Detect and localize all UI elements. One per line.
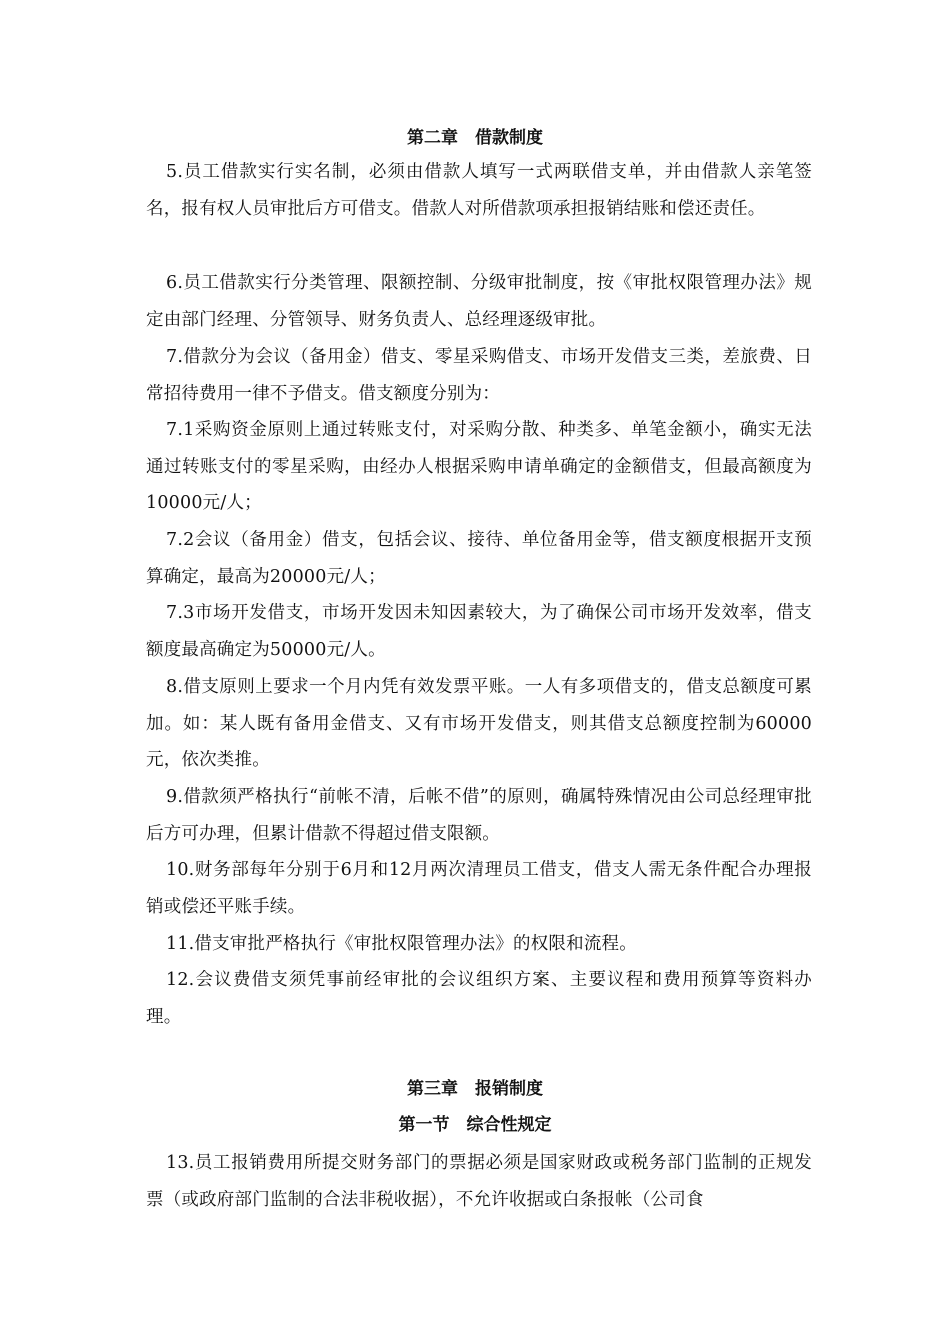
clause-12: 12.会议费借支须凭事前经审批的会议组织方案、主要议程和费用预算等资料办理。 <box>146 970 812 1027</box>
clause-11: 11.借支审批严格执行《审批权限管理办法》的权限和流程。 <box>166 934 637 954</box>
clause-5: 5.员工借款实行实名制，必须由借款人填写一式两联借支单，并由借款人亲笔签名，报有权人员审批后方可借支。借款人对所借款项承担报销结账和偿还责任。 <box>146 162 812 219</box>
clause-7-1: 7.1采购资金原则上通过转账支付，对采购分散、种类多、单笔金额小，确实无法通过转账支付的零星采购，由经办人根据采购申请单确定的金额借支，但最高额度为10000元/人； <box>146 420 812 513</box>
clause-8: 8.借支原则上要求一个月内凭有效发票平账。一人有多项借支的，借支总额度可累加。如：某人既有备用金借支、又有市场开发借支，则其借支总额度控制为60000元，依次类推。 <box>146 677 812 770</box>
clause-10: 10.财务部每年分别于6月和12月两次清理员工借支，借支人需无条件配合办理报销或偿还平账手续。 <box>146 860 812 917</box>
chapter-2-title: 第二章 借款制度 <box>407 128 543 148</box>
clause-13: 13.员工报销费用所提交财务部门的票据必须是国家财政或税务部门监制的正规发票（或政府部门监制的合法非税收据），不允许收据或白条报帐（公司食 <box>146 1153 812 1210</box>
section-1-title: 第一节 综合性规定 <box>398 1115 552 1135</box>
clause-6: 6.员工借款实行分类管理、限额控制、分级审批制度，按《审批权限管理办法》规定由部门经理、分管领导、财务负责人、总经理逐级审批。 <box>146 273 812 330</box>
chapter-3-title: 第三章 报销制度 <box>407 1079 543 1099</box>
clause-7-3: 7.3市场开发借支，市场开发因未知因素较大，为了确保公司市场开发效率，借支额度最高确定为50000元/人。 <box>146 603 812 660</box>
clause-7-2: 7.2会议（备用金）借支，包括会议、接待、单位备用金等，借支额度根据开支预算确定，最高为20000元/人； <box>146 530 812 587</box>
clause-7: 7.借款分为会议（备用金）借支、零星采购借支、市场开发借支三类，差旅费、日常招待费用一律不予借支。借支额度分别为： <box>146 347 812 404</box>
clause-9: 9.借款须严格执行“前帐不清，后帐不借”的原则，确属特殊情况由公司总经理审批后方可办理，但累计借款不得超过借支限额。 <box>146 787 812 844</box>
